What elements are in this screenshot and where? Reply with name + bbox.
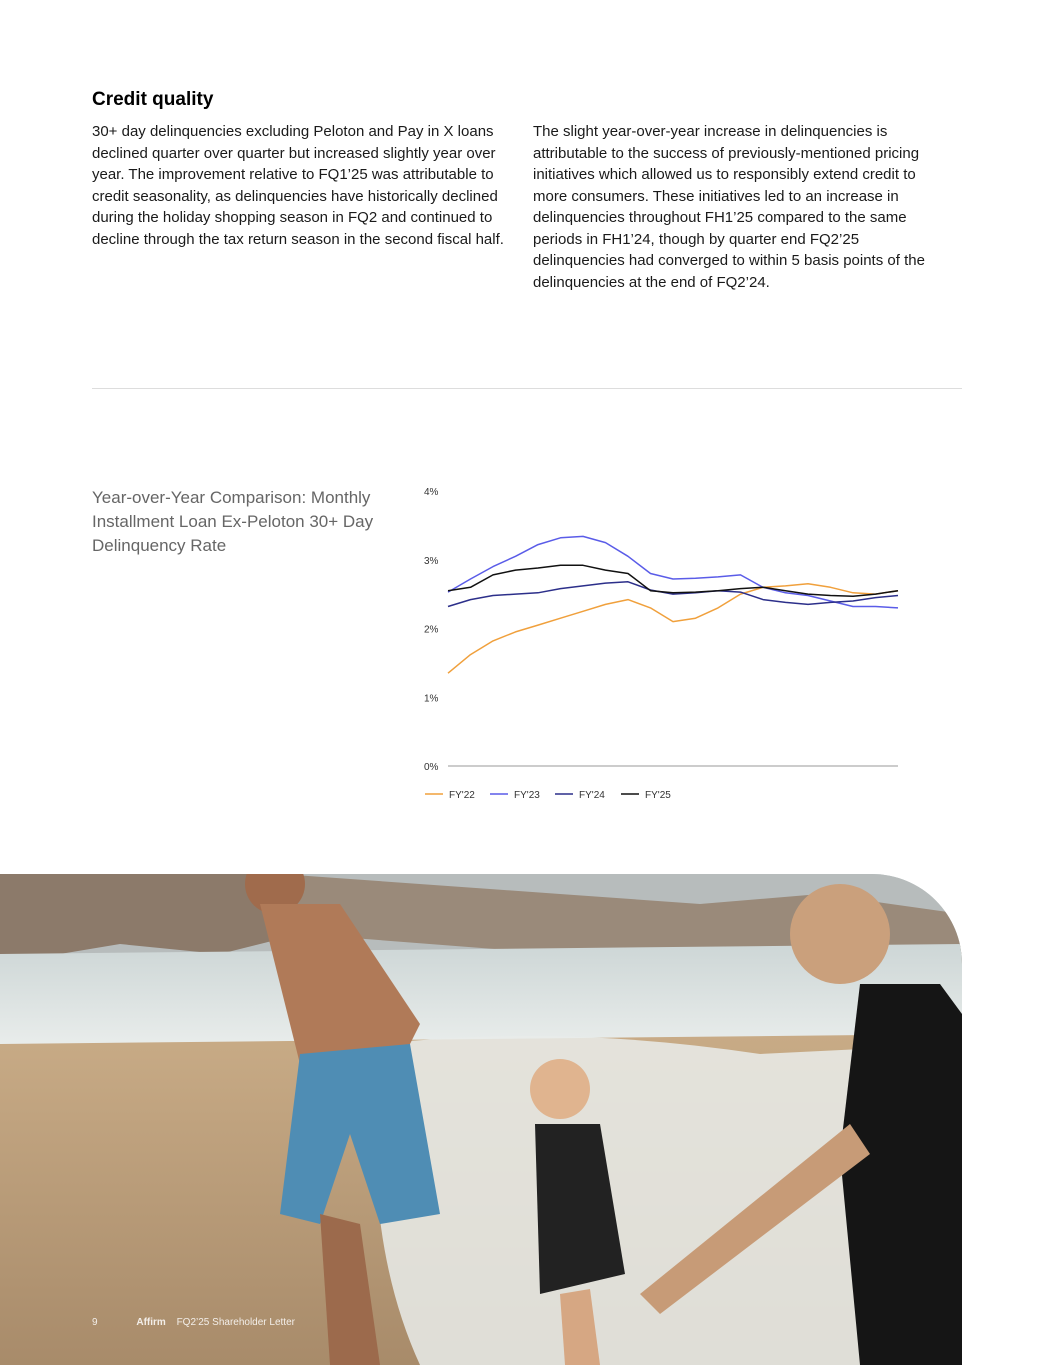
beach-family-illustration — [0, 874, 962, 1365]
legend-label-0: FY'22 — [449, 790, 475, 801]
paragraph-left: 30+ day delinquencies excluding Peloton and Pay in X loans declined quarter over quarter but increased slightly year over year. The improvement relative to FQ1’25 was attributable to credit seasonality, as delinquencies have historically declined during the holiday shopping season in FQ2 and continued to decline through the tax return season in the second fiscal half. — [92, 123, 504, 248]
section-divider — [92, 388, 962, 389]
legend-label-2: FY'24 — [579, 790, 605, 801]
paragraph-right: The slight year-over-year increase in delinquencies is attributable to the success of previously-mentioned pricing initiatives which allowed us to responsibly extend credit to more consumers. These initiatives led to an increase in delinquencies throughout FH1’25 compared to the same periods in FH1’24, though by quarter end FQ2’25 delinquencies had converged to within 5 basis points of the delinquencies at the end of FQ2’24. — [533, 123, 925, 291]
delinquency-chart — [410, 478, 920, 818]
y-tick-label: 2% — [424, 624, 439, 636]
y-tick-label: 1% — [424, 693, 439, 705]
series-line-0 — [448, 584, 898, 673]
page-footer — [92, 1317, 295, 1328]
chart-title: Year-over-Year Comparison: Monthly Installment Loan Ex-Peloton 30+ Day Delinquency Rate — [92, 488, 374, 555]
legend-label-3: FY'25 — [645, 790, 671, 801]
legend-label-1: FY'23 — [514, 790, 540, 801]
hero-photo — [0, 874, 962, 1365]
y-tick-label: 0% — [424, 762, 439, 773]
y-tick-label: 4% — [424, 487, 439, 498]
y-tick-label: 3% — [424, 555, 439, 567]
series-line-1 — [448, 536, 898, 608]
footer-document: FQ2’25 Shareholder Letter — [176, 1317, 295, 1328]
series-line-3 — [448, 565, 898, 596]
chart-canvas — [410, 478, 920, 818]
series-line-2 — [448, 582, 898, 607]
footer-brand: Affirm — [136, 1317, 166, 1328]
page-number: 9 — [92, 1317, 98, 1328]
section-title: Credit quality — [92, 89, 214, 110]
